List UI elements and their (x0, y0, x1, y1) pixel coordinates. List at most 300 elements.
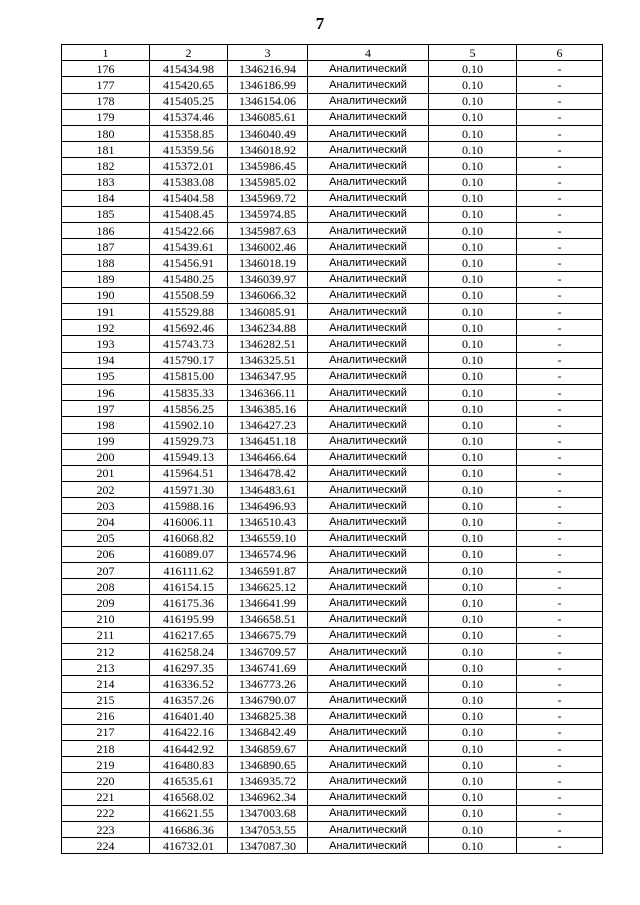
column-header: 3 (228, 45, 308, 61)
point-number-cell: 184 (62, 190, 150, 206)
x-coordinate-cell: 415434.98 (150, 61, 228, 77)
note-cell: - (517, 660, 603, 676)
method-cell: Аналитический (308, 595, 429, 611)
x-coordinate-cell: 415790.17 (150, 352, 228, 368)
x-coordinate-cell: 415692.46 (150, 320, 228, 336)
table-row (62, 822, 603, 838)
table-row (62, 611, 603, 627)
method-cell: Аналитический (308, 563, 429, 579)
table-row (62, 336, 603, 352)
point-number-cell: 194 (62, 352, 150, 368)
table-row (62, 546, 603, 562)
point-number-cell: 183 (62, 174, 150, 190)
note-cell: - (517, 287, 603, 303)
point-number-cell: 198 (62, 417, 150, 433)
accuracy-cell: 0.10 (429, 579, 517, 595)
x-coordinate-cell: 415743.73 (150, 336, 228, 352)
point-number-cell: 201 (62, 465, 150, 481)
table-row (62, 741, 603, 757)
note-cell: - (517, 352, 603, 368)
y-coordinate-cell: 1346890.65 (228, 757, 308, 773)
table-row (62, 206, 603, 222)
method-cell: Аналитический (308, 805, 429, 821)
y-coordinate-cell: 1346741.69 (228, 660, 308, 676)
point-number-cell: 204 (62, 514, 150, 530)
note-cell: - (517, 482, 603, 498)
method-cell: Аналитический (308, 838, 429, 854)
y-coordinate-cell: 1346366.11 (228, 384, 308, 400)
x-coordinate-cell: 415439.61 (150, 239, 228, 255)
x-coordinate-cell: 415408.45 (150, 206, 228, 222)
table-row (62, 514, 603, 530)
x-coordinate-cell: 416357.26 (150, 692, 228, 708)
accuracy-cell: 0.10 (429, 546, 517, 562)
y-coordinate-cell: 1346574.96 (228, 546, 308, 562)
table-row (62, 401, 603, 417)
point-number-cell: 221 (62, 789, 150, 805)
point-number-cell: 200 (62, 449, 150, 465)
y-coordinate-cell: 1345986.45 (228, 158, 308, 174)
y-coordinate-cell: 1346790.07 (228, 692, 308, 708)
accuracy-cell: 0.10 (429, 239, 517, 255)
method-cell: Аналитический (308, 109, 429, 125)
accuracy-cell: 0.10 (429, 401, 517, 417)
x-coordinate-cell: 416535.61 (150, 773, 228, 789)
y-coordinate-cell: 1346825.38 (228, 708, 308, 724)
accuracy-cell: 0.10 (429, 109, 517, 125)
point-number-cell: 191 (62, 304, 150, 320)
x-coordinate-cell: 415856.25 (150, 401, 228, 417)
point-number-cell: 216 (62, 708, 150, 724)
accuracy-cell: 0.10 (429, 757, 517, 773)
point-number-cell: 218 (62, 741, 150, 757)
x-coordinate-cell: 416006.11 (150, 514, 228, 530)
x-coordinate-cell: 415929.73 (150, 433, 228, 449)
accuracy-cell: 0.10 (429, 384, 517, 400)
y-coordinate-cell: 1346859.67 (228, 741, 308, 757)
table-row (62, 757, 603, 773)
table-row (62, 838, 603, 854)
note-cell: - (517, 304, 603, 320)
method-cell: Аналитический (308, 142, 429, 158)
table-row (62, 239, 603, 255)
x-coordinate-cell: 415508.59 (150, 287, 228, 303)
table-row (62, 271, 603, 287)
table-row (62, 627, 603, 643)
table-row (62, 304, 603, 320)
accuracy-cell: 0.10 (429, 805, 517, 821)
note-cell: - (517, 433, 603, 449)
method-cell: Аналитический (308, 287, 429, 303)
accuracy-cell: 0.10 (429, 142, 517, 158)
x-coordinate-cell: 416686.36 (150, 822, 228, 838)
accuracy-cell: 0.10 (429, 660, 517, 676)
accuracy-cell: 0.10 (429, 77, 517, 93)
y-coordinate-cell: 1346658.51 (228, 611, 308, 627)
x-coordinate-cell: 415815.00 (150, 368, 228, 384)
accuracy-cell: 0.10 (429, 514, 517, 530)
table-row (62, 109, 603, 125)
note-cell: - (517, 61, 603, 77)
accuracy-cell: 0.10 (429, 352, 517, 368)
y-coordinate-cell: 1346842.49 (228, 724, 308, 740)
table-row (62, 174, 603, 190)
table-row (62, 190, 603, 206)
method-cell: Аналитический (308, 643, 429, 659)
note-cell: - (517, 805, 603, 821)
accuracy-cell: 0.10 (429, 61, 517, 77)
x-coordinate-cell: 416154.15 (150, 579, 228, 595)
note-cell: - (517, 401, 603, 417)
x-coordinate-cell: 416401.40 (150, 708, 228, 724)
method-cell: Аналитический (308, 304, 429, 320)
note-cell: - (517, 77, 603, 93)
accuracy-cell: 0.10 (429, 611, 517, 627)
point-number-cell: 211 (62, 627, 150, 643)
point-number-cell: 186 (62, 223, 150, 239)
accuracy-cell: 0.10 (429, 271, 517, 287)
y-coordinate-cell: 1346018.92 (228, 142, 308, 158)
table-row (62, 417, 603, 433)
y-coordinate-cell: 1346641.99 (228, 595, 308, 611)
note-cell: - (517, 255, 603, 271)
y-coordinate-cell: 1346234.88 (228, 320, 308, 336)
point-number-cell: 196 (62, 384, 150, 400)
point-number-cell: 223 (62, 822, 150, 838)
note-cell: - (517, 320, 603, 336)
y-coordinate-cell: 1346066.32 (228, 287, 308, 303)
y-coordinate-cell: 1345987.63 (228, 223, 308, 239)
method-cell: Аналитический (308, 368, 429, 384)
x-coordinate-cell: 415383.08 (150, 174, 228, 190)
method-cell: Аналитический (308, 822, 429, 838)
method-cell: Аналитический (308, 77, 429, 93)
point-number-cell: 222 (62, 805, 150, 821)
table-row (62, 563, 603, 579)
table-row (62, 482, 603, 498)
method-cell: Аналитический (308, 449, 429, 465)
point-number-cell: 182 (62, 158, 150, 174)
table-row (62, 805, 603, 821)
method-cell: Аналитический (308, 660, 429, 676)
table-row (62, 61, 603, 77)
table-row (62, 724, 603, 740)
point-number-cell: 181 (62, 142, 150, 158)
table-row (62, 643, 603, 659)
note-cell: - (517, 158, 603, 174)
point-number-cell: 190 (62, 287, 150, 303)
accuracy-cell: 0.10 (429, 724, 517, 740)
method-cell: Аналитический (308, 482, 429, 498)
y-coordinate-cell: 1346216.94 (228, 61, 308, 77)
method-cell: Аналитический (308, 741, 429, 757)
note-cell: - (517, 223, 603, 239)
table-row (62, 93, 603, 109)
y-coordinate-cell: 1346282.51 (228, 336, 308, 352)
method-cell: Аналитический (308, 93, 429, 109)
x-coordinate-cell: 416175.36 (150, 595, 228, 611)
note-cell: - (517, 336, 603, 352)
column-header: 5 (429, 45, 517, 61)
x-coordinate-cell: 415405.25 (150, 93, 228, 109)
x-coordinate-cell: 415420.65 (150, 77, 228, 93)
note-cell: - (517, 757, 603, 773)
note-cell: - (517, 643, 603, 659)
note-cell: - (517, 741, 603, 757)
y-coordinate-cell: 1346451.18 (228, 433, 308, 449)
method-cell: Аналитический (308, 206, 429, 222)
accuracy-cell: 0.10 (429, 692, 517, 708)
point-number-cell: 213 (62, 660, 150, 676)
x-coordinate-cell: 416568.02 (150, 789, 228, 805)
point-number-cell: 176 (62, 61, 150, 77)
y-coordinate-cell: 1346385.16 (228, 401, 308, 417)
note-cell: - (517, 384, 603, 400)
y-coordinate-cell: 1346085.61 (228, 109, 308, 125)
accuracy-cell: 0.10 (429, 158, 517, 174)
point-number-cell: 209 (62, 595, 150, 611)
point-number-cell: 214 (62, 676, 150, 692)
method-cell: Аналитический (308, 320, 429, 336)
y-coordinate-cell: 1346559.10 (228, 530, 308, 546)
note-cell: - (517, 838, 603, 854)
accuracy-cell: 0.10 (429, 741, 517, 757)
note-cell: - (517, 206, 603, 222)
method-cell: Аналитический (308, 352, 429, 368)
point-number-cell: 224 (62, 838, 150, 854)
x-coordinate-cell: 415902.10 (150, 417, 228, 433)
method-cell: Аналитический (308, 158, 429, 174)
method-cell: Аналитический (308, 336, 429, 352)
x-coordinate-cell: 415971.30 (150, 482, 228, 498)
method-cell: Аналитический (308, 271, 429, 287)
column-header: 1 (62, 45, 150, 61)
y-coordinate-cell: 1346483.61 (228, 482, 308, 498)
table-row (62, 368, 603, 384)
table-row (62, 660, 603, 676)
x-coordinate-cell: 416732.01 (150, 838, 228, 854)
y-coordinate-cell: 1345985.02 (228, 174, 308, 190)
method-cell: Аналитический (308, 465, 429, 481)
note-cell: - (517, 708, 603, 724)
x-coordinate-cell: 416217.65 (150, 627, 228, 643)
point-number-cell: 212 (62, 643, 150, 659)
accuracy-cell: 0.10 (429, 223, 517, 239)
table-row (62, 142, 603, 158)
table-body (62, 61, 603, 854)
accuracy-cell: 0.10 (429, 320, 517, 336)
table-row (62, 352, 603, 368)
method-cell: Аналитический (308, 223, 429, 239)
accuracy-cell: 0.10 (429, 287, 517, 303)
x-coordinate-cell: 415835.33 (150, 384, 228, 400)
accuracy-cell: 0.10 (429, 627, 517, 643)
note-cell: - (517, 676, 603, 692)
accuracy-cell: 0.10 (429, 206, 517, 222)
y-coordinate-cell: 1346085.91 (228, 304, 308, 320)
page-number: 7 (315, 14, 325, 33)
note-cell: - (517, 368, 603, 384)
point-number-cell: 207 (62, 563, 150, 579)
note-cell: - (517, 449, 603, 465)
point-number-cell: 206 (62, 546, 150, 562)
point-number-cell: 189 (62, 271, 150, 287)
method-cell: Аналитический (308, 384, 429, 400)
point-number-cell: 179 (62, 109, 150, 125)
table-row (62, 287, 603, 303)
accuracy-cell: 0.10 (429, 304, 517, 320)
x-coordinate-cell: 416422.16 (150, 724, 228, 740)
table-row (62, 595, 603, 611)
method-cell: Аналитический (308, 498, 429, 514)
x-coordinate-cell: 416297.35 (150, 660, 228, 676)
point-number-cell: 220 (62, 773, 150, 789)
note-cell: - (517, 465, 603, 481)
table-row (62, 465, 603, 481)
accuracy-cell: 0.10 (429, 336, 517, 352)
x-coordinate-cell: 416336.52 (150, 676, 228, 692)
table-row (62, 320, 603, 336)
method-cell: Аналитический (308, 789, 429, 805)
table-row (62, 449, 603, 465)
table-header-row (62, 45, 603, 61)
table-row (62, 158, 603, 174)
point-number-cell: 210 (62, 611, 150, 627)
x-coordinate-cell: 415359.56 (150, 142, 228, 158)
accuracy-cell: 0.10 (429, 190, 517, 206)
method-cell: Аналитический (308, 514, 429, 530)
method-cell: Аналитический (308, 611, 429, 627)
x-coordinate-cell: 415949.13 (150, 449, 228, 465)
point-number-cell: 185 (62, 206, 150, 222)
accuracy-cell: 0.10 (429, 482, 517, 498)
table-row (62, 692, 603, 708)
note-cell: - (517, 822, 603, 838)
x-coordinate-cell: 415964.51 (150, 465, 228, 481)
table-row (62, 708, 603, 724)
note-cell: - (517, 109, 603, 125)
point-number-cell: 197 (62, 401, 150, 417)
accuracy-cell: 0.10 (429, 498, 517, 514)
note-cell: - (517, 174, 603, 190)
accuracy-cell: 0.10 (429, 676, 517, 692)
x-coordinate-cell: 416258.24 (150, 643, 228, 659)
note-cell: - (517, 514, 603, 530)
accuracy-cell: 0.10 (429, 530, 517, 546)
method-cell: Аналитический (308, 773, 429, 789)
method-cell: Аналитический (308, 125, 429, 141)
accuracy-cell: 0.10 (429, 708, 517, 724)
accuracy-cell: 0.10 (429, 125, 517, 141)
column-header: 2 (150, 45, 228, 61)
accuracy-cell: 0.10 (429, 417, 517, 433)
x-coordinate-cell: 416480.83 (150, 757, 228, 773)
x-coordinate-cell: 415374.46 (150, 109, 228, 125)
y-coordinate-cell: 1346154.06 (228, 93, 308, 109)
point-number-cell: 203 (62, 498, 150, 514)
x-coordinate-cell: 416068.82 (150, 530, 228, 546)
accuracy-cell: 0.10 (429, 838, 517, 854)
method-cell: Аналитический (308, 579, 429, 595)
x-coordinate-cell: 415372.01 (150, 158, 228, 174)
y-coordinate-cell: 1345969.72 (228, 190, 308, 206)
method-cell: Аналитический (308, 724, 429, 740)
method-cell: Аналитический (308, 708, 429, 724)
point-number-cell: 187 (62, 239, 150, 255)
y-coordinate-cell: 1346186.99 (228, 77, 308, 93)
table-row (62, 530, 603, 546)
table-row (62, 579, 603, 595)
accuracy-cell: 0.10 (429, 773, 517, 789)
note-cell: - (517, 417, 603, 433)
y-coordinate-cell: 1346962.34 (228, 789, 308, 805)
table-row (62, 223, 603, 239)
x-coordinate-cell: 416195.99 (150, 611, 228, 627)
point-number-cell: 219 (62, 757, 150, 773)
point-number-cell: 202 (62, 482, 150, 498)
note-cell: - (517, 93, 603, 109)
accuracy-cell: 0.10 (429, 433, 517, 449)
y-coordinate-cell: 1346347.95 (228, 368, 308, 384)
method-cell: Аналитический (308, 692, 429, 708)
y-coordinate-cell: 1346510.43 (228, 514, 308, 530)
point-number-cell: 177 (62, 77, 150, 93)
y-coordinate-cell: 1346325.51 (228, 352, 308, 368)
accuracy-cell: 0.10 (429, 93, 517, 109)
y-coordinate-cell: 1346002.46 (228, 239, 308, 255)
method-cell: Аналитический (308, 676, 429, 692)
y-coordinate-cell: 1346427.23 (228, 417, 308, 433)
table-row (62, 789, 603, 805)
accuracy-cell: 0.10 (429, 255, 517, 271)
point-number-cell: 199 (62, 433, 150, 449)
method-cell: Аналитический (308, 190, 429, 206)
method-cell: Аналитический (308, 61, 429, 77)
accuracy-cell: 0.10 (429, 368, 517, 384)
x-coordinate-cell: 416442.92 (150, 741, 228, 757)
accuracy-cell: 0.10 (429, 174, 517, 190)
column-header: 6 (517, 45, 603, 61)
note-cell: - (517, 579, 603, 595)
note-cell: - (517, 724, 603, 740)
method-cell: Аналитический (308, 530, 429, 546)
point-number-cell: 188 (62, 255, 150, 271)
table-row (62, 125, 603, 141)
method-cell: Аналитический (308, 546, 429, 562)
table-row (62, 498, 603, 514)
x-coordinate-cell: 415480.25 (150, 271, 228, 287)
x-coordinate-cell: 415422.66 (150, 223, 228, 239)
y-coordinate-cell: 1346018.19 (228, 255, 308, 271)
y-coordinate-cell: 1346709.57 (228, 643, 308, 659)
method-cell: Аналитический (308, 255, 429, 271)
accuracy-cell: 0.10 (429, 595, 517, 611)
method-cell: Аналитический (308, 627, 429, 643)
method-cell: Аналитический (308, 174, 429, 190)
x-coordinate-cell: 415404.58 (150, 190, 228, 206)
point-number-cell: 178 (62, 93, 150, 109)
note-cell: - (517, 498, 603, 514)
point-number-cell: 205 (62, 530, 150, 546)
x-coordinate-cell: 415358.85 (150, 125, 228, 141)
y-coordinate-cell: 1346478.42 (228, 465, 308, 481)
note-cell: - (517, 530, 603, 546)
x-coordinate-cell: 416621.55 (150, 805, 228, 821)
note-cell: - (517, 190, 603, 206)
y-coordinate-cell: 1346773.26 (228, 676, 308, 692)
accuracy-cell: 0.10 (429, 465, 517, 481)
y-coordinate-cell: 1347087.30 (228, 838, 308, 854)
